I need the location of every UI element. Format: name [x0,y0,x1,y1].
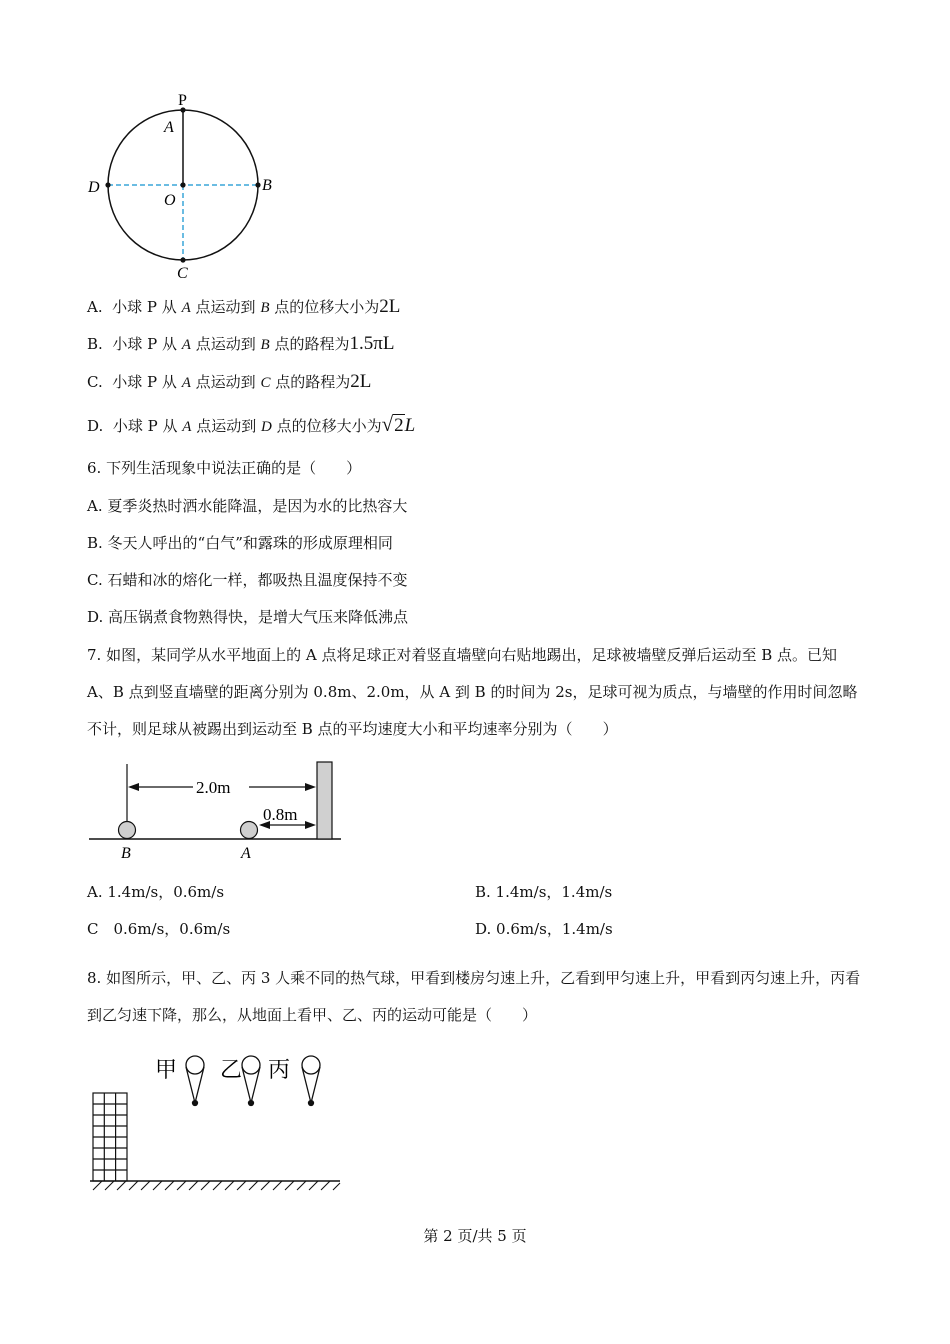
label-2m: 2.0m [196,778,231,797]
ball-b [119,822,136,839]
balloon-yi [242,1056,260,1106]
q6-option-d: D. 高压锅煮食物熟得快，是增大气压来降低沸点 [87,608,409,626]
point-c [180,257,185,262]
building [93,1093,127,1181]
label-b: B [262,177,272,194]
arrow-2m-head-left [128,783,139,791]
q5-option-a: A. 小球 P 从 A 点运动到 B 点的位移大小为2L [87,296,401,317]
q5-option-b: B. 小球 P 从 A 点运动到 B 点的路程为1.5πL [87,333,395,354]
q8-stem: 8. 如图所示，甲、乙、丙 3 人乘不同的热气球，甲看到楼房匀速上升，乙看到甲匀速上升，甲看到丙匀速上升，丙看到乙匀速下降，那么，从地面上看甲、乙、丙的运动可能是（ ） [87,969,861,1024]
q6-option-b: B. 冬天人呼出的“白气”和露珠的形成原理相同 [87,534,393,552]
q7-option-a: A. 1.4m/s，0.6m/s [87,883,225,901]
point-d [105,182,110,187]
point-o [180,182,185,187]
wall [317,762,332,839]
ground-hatching [93,1181,340,1190]
q7-figure [85,758,350,863]
circle-figure [80,88,280,288]
q8-figure [85,1045,350,1195]
q6-stem: 6. 下列生活现象中说法正确的是（ ） [87,459,362,477]
balloon-bing [302,1056,320,1106]
label-a: A [164,119,174,136]
balloon-jia [186,1056,204,1106]
arrow-2m-head-right [305,783,316,791]
label-08m: 0.8m [263,805,298,824]
q5-option-d: D. 小球 P 从 A 点运动到 D 点的位移大小为√2L [87,412,416,436]
q7-option-c: C 0.6m/s，0.6m/s [87,920,231,938]
point-b [255,182,260,187]
label-ball-b: B [121,845,131,862]
q5-option-c: C. 小球 P 从 A 点运动到 C 点的路程为2L [87,371,372,392]
label-o: O [164,192,176,209]
page-footer: 第 2 页/共 5 页 [423,1227,527,1245]
label-jia: 甲 [155,1057,178,1082]
q7-stem: 7. 如图，某同学从水平地面上的 A 点将足球正对着竖直墙壁向右贴地踢出，足球被墙壁反弹后运动至 B 点。已知 A、B 点到竖直墙壁的距离分别为 0.8m、2.0m，从 A 到 B 的时间为 2s，足球可视为质点，与墙壁的作用时间忽略不计，则足球从被踢出到运动至 B 点的平均速度大小和平均速率分别为（ ） [87,646,858,738]
label-bing: 丙 [268,1057,291,1082]
q6-option-a: A. 夏季炎热时洒水能降温，是因为水的比热容大 [87,497,408,515]
label-d: D [88,179,100,196]
ball-a [241,822,258,839]
label-ball-a: A [241,845,251,862]
label-p: P [178,92,187,109]
q7-option-d: D. 0.6m/s，1.4m/s [475,920,613,938]
arrow-08m-head-right [305,821,316,829]
q7-option-b: B. 1.4m/s，1.4m/s [475,883,613,901]
label-yi: 乙 [220,1057,243,1082]
q6-option-c: C. 石蜡和冰的熔化一样，都吸热且温度保持不变 [87,571,408,589]
label-c: C [177,265,188,282]
